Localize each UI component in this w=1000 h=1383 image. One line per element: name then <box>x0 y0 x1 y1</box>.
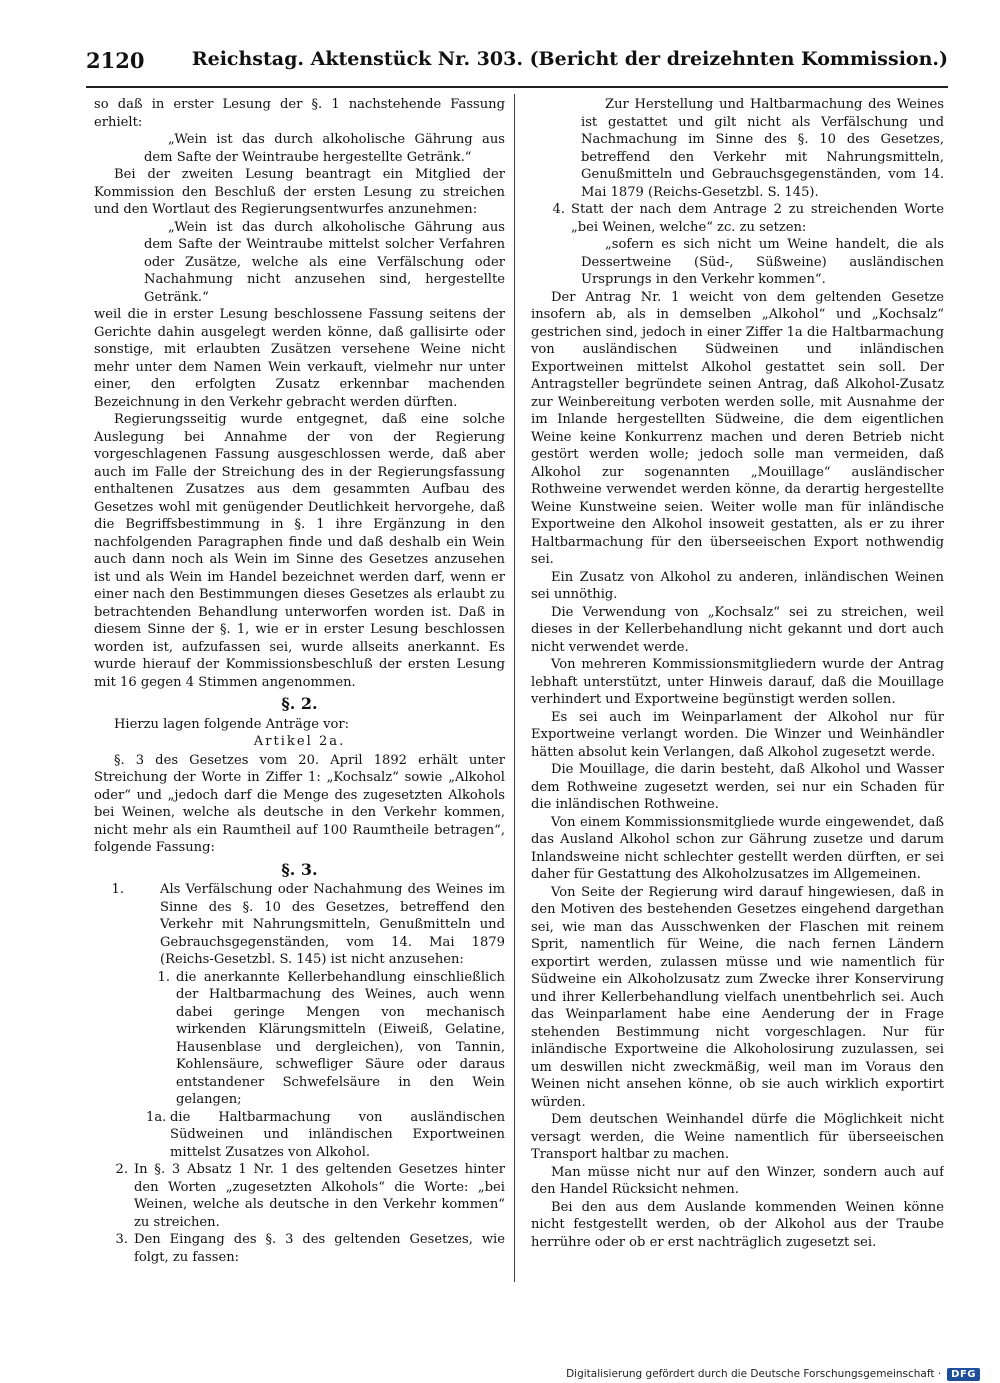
numbered-item <box>547 201 944 236</box>
column-divider <box>514 94 515 1282</box>
page-number: 2120 <box>86 48 145 73</box>
right-column <box>531 96 944 1291</box>
item-text: die Haltbarmachung von ausländischen Südweinen und inländischen Exportweinen mittelst Zusatzes von Alkohol. <box>170 1109 505 1160</box>
paragraph: Ein Zusatz von Alkohol zu anderen, inländischen Weinen sei unnöthig. <box>531 569 944 602</box>
numbered-subitem <box>146 1109 505 1162</box>
paragraph: Dem deutschen Weinhandel dürfe die Möglichkeit nicht versagt werden, die Weine namentlich für überseeischen Transport haltbar zu machen. <box>531 1112 944 1162</box>
item-number: 3. <box>115 1232 128 1247</box>
dfg-logo: DFG <box>947 1368 980 1381</box>
paragraph: Von mehreren Kommissionsmitgliedern wurde der Antrag lebhaft unterstützt, unter Hinweis darauf, daß die Mouillage verhindert und Exportweine begünstigt werden sollen. <box>531 657 944 707</box>
item-number: 4. <box>552 202 565 217</box>
paragraph: Von Seite der Regierung wird darauf hingewiesen, daß in den Motiven des bestehenden Gesetzes eingehend dargethan sei, wie man das Ausschwenken der Flaschen mit reinem Sprit, namentlich für Weine, die nach fernen Ländern exportirt werden, zulassen müsse und wie namentlich für Südweine ein Alkoholzusatz zum Zwecke ihrer Konservirung und ihrer Kellerbehandlung vielfach unentbehrlich sei. Auch das Weinparlament habe eine Aenderung der in Frage stehenden Bestimmung nicht vorgeschlagen. Nur für inländische Exportweine die Alkoholosirung zuzulassen, sei um deswillen nicht zweckmäßig, weil man im Voraus den Weinen nicht ansehen könne, ob sie auch wirklich exportirt würden. <box>531 884 944 1110</box>
paragraph: §. 3 des Gesetzes vom 20. April 1892 erhält unter Streichung der Worte in Ziffer 1: „Kochsalz“ sowie „Alkohol oder“ und „jedoch darf die Menge des zugesetzten Alkohols bei Weinen, welche als deutsche in den Verkehr kommen, nicht mehr als ein Raumtheil auf 100 Raumtheile betragen“, folgende Fassung: <box>94 752 505 855</box>
numbered-subitem <box>152 969 505 1109</box>
credit-text: Digitalisierung gefördert durch die Deutsche Forschungsgemeinschaft · <box>566 1368 942 1380</box>
section-heading: §. 2. <box>281 694 318 713</box>
paragraph: Bei der zweiten Lesung beantragt ein Mitglied der Kommission den Beschluß der ersten Lesung zu streichen und den Wortlaut des Regierungsentwurfes anzunehmen: <box>94 167 505 217</box>
paragraph: Zur Herstellung und Haltbarmachung des Weines ist gestattet und gilt nicht als Verfälschung und Nachmachung im Sinne des §. 10 des Gesetzes, betreffend den Verkehr mit Nahrungsmitteln, Genußmitteln und Gebrauchsgegenständen, vom 14. Mai 1879 (Reichs-Gesetzbl. S. 145). <box>581 97 944 200</box>
numbered-item <box>110 1161 505 1231</box>
header-rule <box>86 86 948 88</box>
paragraph: Der Antrag Nr. 1 weicht von dem geltenden Gesetze insofern ab, als in demselben „Alkohol“ und „Kochsalz“ gestrichen sind, jedoch in einer Ziffer 1a die Haltbarmachung von ausländischen Südweinen und inländischen Exportweinen mittelst Alkohol gestattet sein soll. Der Antragsteller begründete seinen Antrag, daß Alkohol-Zusatz zur Weinbereitung verboten werden solle, mit Ausnahme der im Inlande hergestellten Südweine, die dem eigentlichen Weine keine Konkurrenz machen und deren Betrieb nicht gestört werden wolle; jedoch solle man vermeiden, daß Alkohol zur sogenannten „Mouillage“ ausländischer Rothweine verwendet werden könne, da derartig hergestellte Weine Kunstweine seien. Weiter wolle man für inländische Exportweine den Alkohol insoweit gestatten, als er zu ihrer Haltbarmachung für den überseeischen Export nothwendig sei. <box>531 289 944 567</box>
quotation: „sofern es sich nicht um Weine handelt, die als Dessertweine (Süd-, Süßweine) ausländischen Ursprungs in den Verkehr kommen“. <box>581 237 944 287</box>
numbered-item <box>110 1231 505 1266</box>
numbered-item <box>94 881 505 969</box>
item-number: 2. <box>115 1162 128 1177</box>
paragraph: Hierzu lagen folgende Anträge vor: <box>114 716 350 732</box>
item-text: In §. 3 Absatz 1 Nr. 1 des geltenden Gesetzes hinter den Worten „zugesetzten Alkohols“ die Worte: „bei Weinen, welche als deutsche in den Verkehr kommen“ zu streichen. <box>134 1162 505 1230</box>
item-number: 1. <box>157 969 170 985</box>
item-number: 1a. <box>146 1109 167 1125</box>
item-text: Statt der nach dem Antrage 2 zu streichenden Worte „bei Weinen, welche“ zc. zu setzen: <box>571 202 944 235</box>
paragraph: Von einem Kommissionsmitgliede wurde eingewendet, daß das Ausland Alkohol schon zur Gährung zusetze und darum Inlandsweine nicht schlechter gestellt werden dürften, er sei daher für Gestattung des Alkoholzusatzes im Allgemeinen. <box>531 814 944 882</box>
left-column <box>94 96 505 1291</box>
item-text: die anerkannte Kellerbehandlung einschließlich der Haltbarmachung des Weines, auch wenn dabei geringe Mengen von mechanisch wirkenden Klärungsmitteln (Eiweiß, Gelatine, Hausenblase und dergleichen), von Tannin, Kohlensäure, schwefliger Säure oder daraus entstandener Schwefelsäure in den Wein gelangen; <box>176 969 505 1107</box>
digitization-credit <box>566 1366 980 1382</box>
paragraph: Bei den aus dem Auslande kommenden Weinen könne nicht festgestellt werden, ob der Alkohol aus der Traube herrühre oder ob er erst nachträglich zugesetzt sei. <box>531 1199 944 1250</box>
paragraph: so daß in erster Lesung der §. 1 nachstehende Fassung erhielt: <box>94 97 505 130</box>
paragraph: Es sei auch im Weinparlament der Alkohol nur für Exportweine verlangt worden. Die Winzer und Weinhändler hätten absolut kein Verlangen, daß Alkohol zugesetzt werde. <box>531 709 944 760</box>
quotation: „Wein ist das durch alkoholische Gährung aus dem Safte der Weintraube mittelst solcher Verfahren oder Zusätze, welche als eine Verfälschung oder Nachahmung nicht anzusehen sind, hergestellte Getränk.“ <box>144 219 505 305</box>
page-header <box>86 42 948 82</box>
section-heading: §. 3. <box>281 859 318 879</box>
article-heading: Artikel 2a. <box>253 734 346 749</box>
paragraph: weil die in erster Lesung beschlossene Fassung seitens der Gerichte dahin ausgelegt werden könne, daß gallisirte oder sonstige, mit erlaubten Zusätzen versehene Weine nicht mehr unter dem Namen Wein verkauft, vielmehr nur unter einer, den erfolgten Zusatz erkennbar machenden Bezeichnung in den Verkehr gebracht werden dürften. <box>94 307 505 410</box>
paragraph: Man müsse nicht nur auf den Winzer, sondern auch auf den Handel Rücksicht nehmen. <box>531 1164 944 1197</box>
paragraph: Regierungsseitig wurde entgegnet, daß eine solche Auslegung bei Annahme der von der Regierung vorgeschlagenen Fassung ausgeschlossen werde, daß aber auch im Falle der Streichung des in der Regierungsfassung enthaltenen Zusatzes aus dem gesammten Aufbau des Gesetzes wohl mit genügender Deutlichkeit hervorgehe, daß die Begriffsbestimmung in §. 1 ihre Ergänzung in den nachfolgenden Paragraphen finde und daß deshalb ein Wein auch dann noch als Wein im Sinne des Gesetzes anzusehen ist und als Wein im Handel bezeichnet werden darf, wenn er einer nach den Bestimmungen dieses Gesetzes als erlaubt zu betrachtenden Behandlung unterworfen worden ist. Daß in diesem Sinne der §. 1, wie er in erster Lesung beschlossen worden ist, aufzufassen sei, wurde allseits anerkannt. Es wurde hierauf der Kommissionsbeschluß der ersten Lesung mit 16 gegen 4 Stimmen angenommen. <box>94 412 505 690</box>
item-text: Den Eingang des §. 3 des geltenden Gesetzes, wie folgt, zu fassen: <box>134 1232 505 1265</box>
item-number: 1. <box>111 882 124 897</box>
paragraph: Die Verwendung von „Kochsalz“ sei zu streichen, weil dieses in der Kellerbehandlung nicht gekannt und dort auch nicht verwendet werde. <box>531 604 944 655</box>
quotation: „Wein ist das durch alkoholische Gährung aus dem Safte der Weintraube hergestellte Getränk.“ <box>144 132 505 165</box>
running-title: Reichstag. Aktenstück Nr. 303. (Bericht der dreizehnten Kommission.) <box>191 48 948 70</box>
item-text: Als Verfälschung oder Nachahmung des Weines im Sinne des §. 10 des Gesetzes, betreffend den Verkehr mit Nahrungsmitteln, Genußmitteln und Gebrauchsgegenständen, vom 14. Mai 1879 (Reichs-Gesetzbl. S. 145) ist nicht anzusehen: <box>160 882 505 967</box>
paragraph: Die Mouillage, die darin besteht, daß Alkohol und Wasser dem Rothweine zugesetzt werden, sei nur ein Schaden für die inländischen Rothweine. <box>531 762 944 812</box>
